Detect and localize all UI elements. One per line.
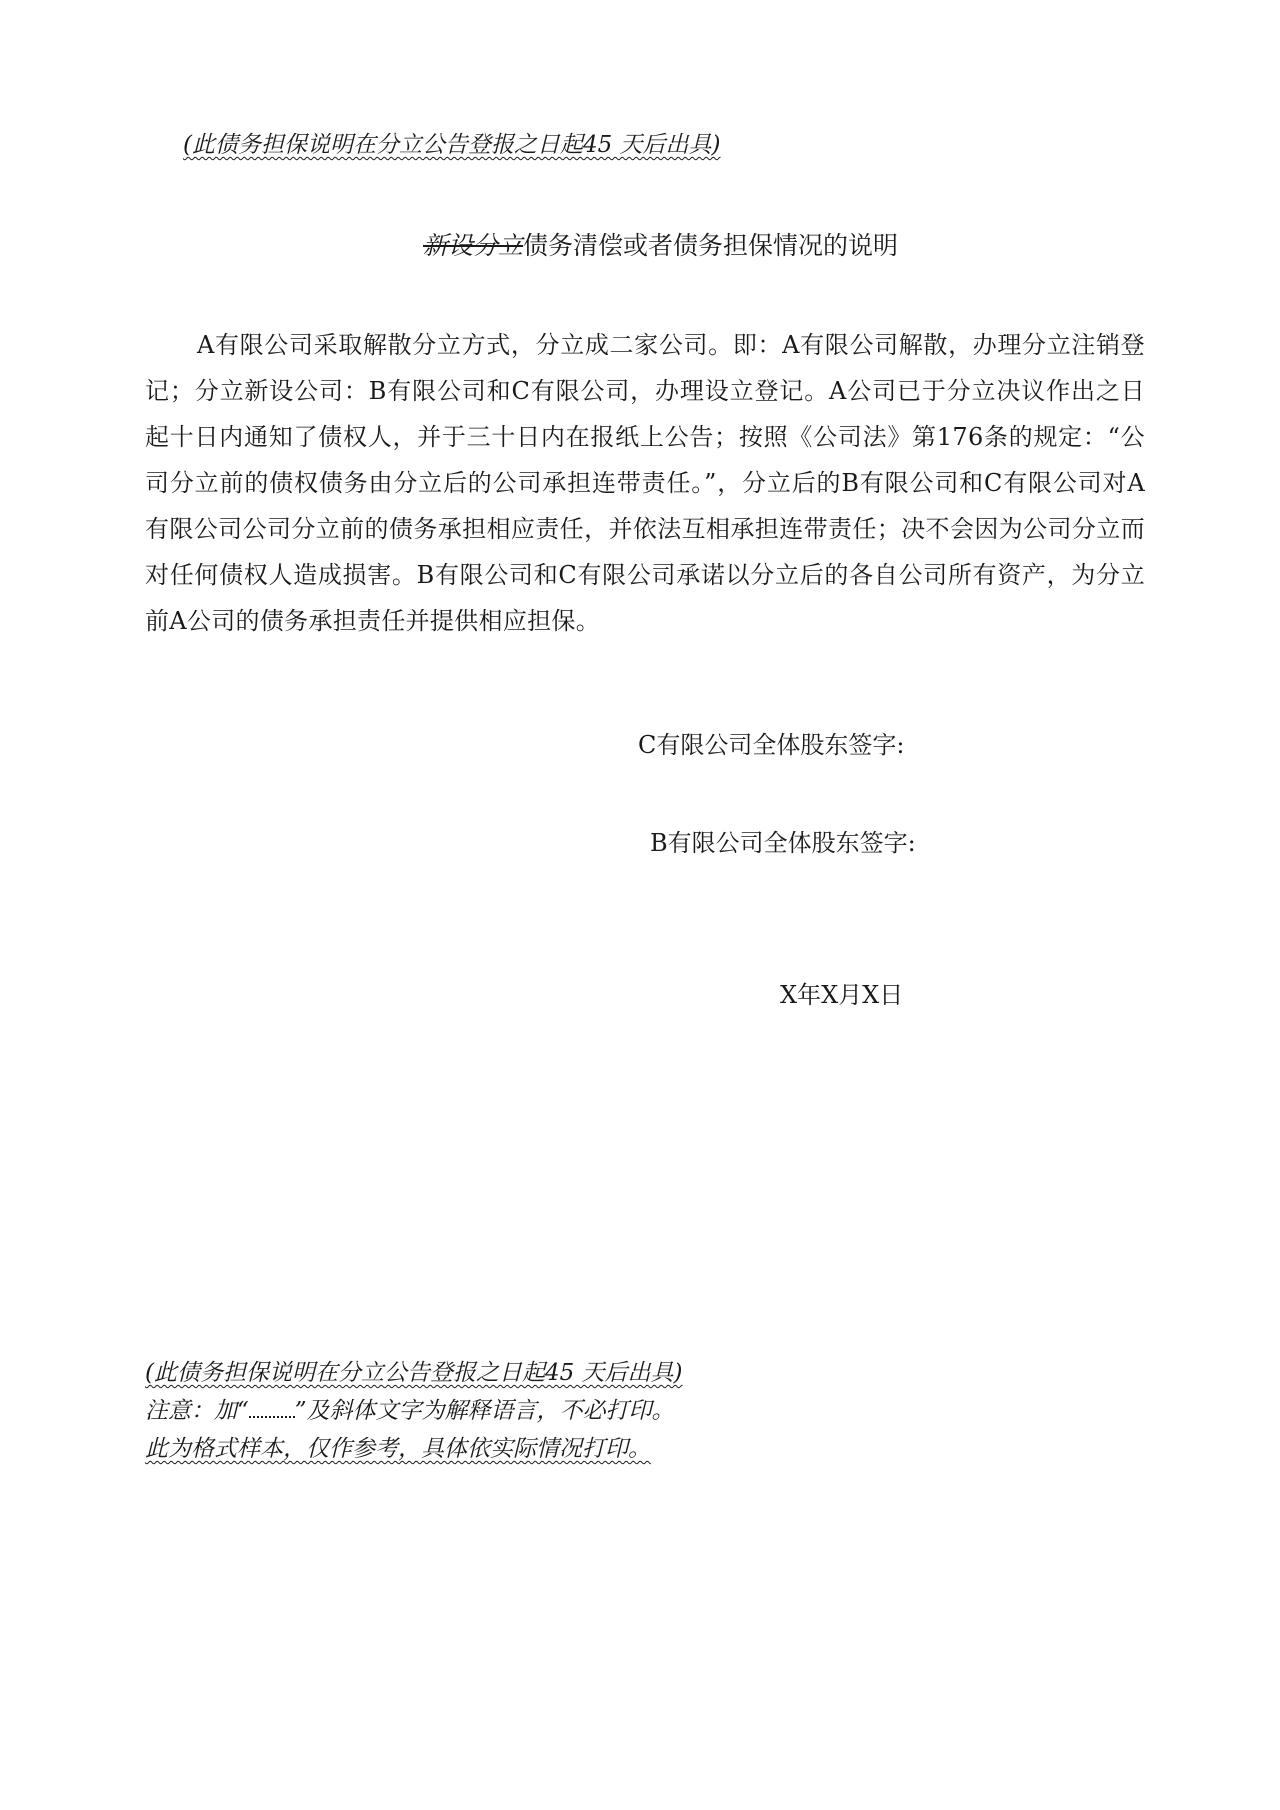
signature-line-b: B有限公司全体股东签字: — [650, 829, 916, 857]
wavy-underline-mark — [249, 1398, 295, 1418]
body-paragraph: A有限公司采取解散分立方式，分立成二家公司。即：A有限公司解散，办理分立注销登记；分立新设公司：B有限公司和C有限公司，办理设立登记。A公司已于分立决议作出之日起十日内通知了债权人，并于三十日内在报纸上公告；按照《公司法》第176条的规定：“公司分立前的债权债务由分立后的公司承担连带责任。”，分立后的B有限公司和C有限公司对A有限公司公司分立前的债务承担相应责任，并依法互相承担连带责任；决不会因为公司分立而对任何债权人造成损害。B有限公司和C有限公司承诺以分立后的各自公司所有资产，为分立前A公司的债务承担责任并提供相应担保。 — [145, 331, 1145, 635]
signature-line-c: C有限公司全体股东签字: — [638, 731, 905, 759]
footer-sample-note: 此为格式样本，仅作参考，具体依实际情况打印。 — [145, 1436, 651, 1462]
top-explanatory-note: (此债务担保说明在分立公告登报之日起45 天后出具) — [183, 132, 721, 158]
footer-notice — [145, 1392, 683, 1430]
notice-suffix: ”及斜体文字为解释语言，不必打印。 — [294, 1398, 675, 1424]
footer-notes — [145, 1354, 683, 1468]
title-main-text: 债务清偿或者债务担保情况的说明 — [523, 231, 899, 260]
footer-explanatory-note: (此债务担保说明在分立公告登报之日起45 天后出具) — [145, 1360, 683, 1386]
date-line: X年X月X日 — [780, 981, 904, 1009]
title-struck-text: 新设分立 — [423, 231, 524, 260]
notice-prefix: 注意：加“ — [145, 1398, 249, 1424]
document-title — [423, 226, 898, 262]
